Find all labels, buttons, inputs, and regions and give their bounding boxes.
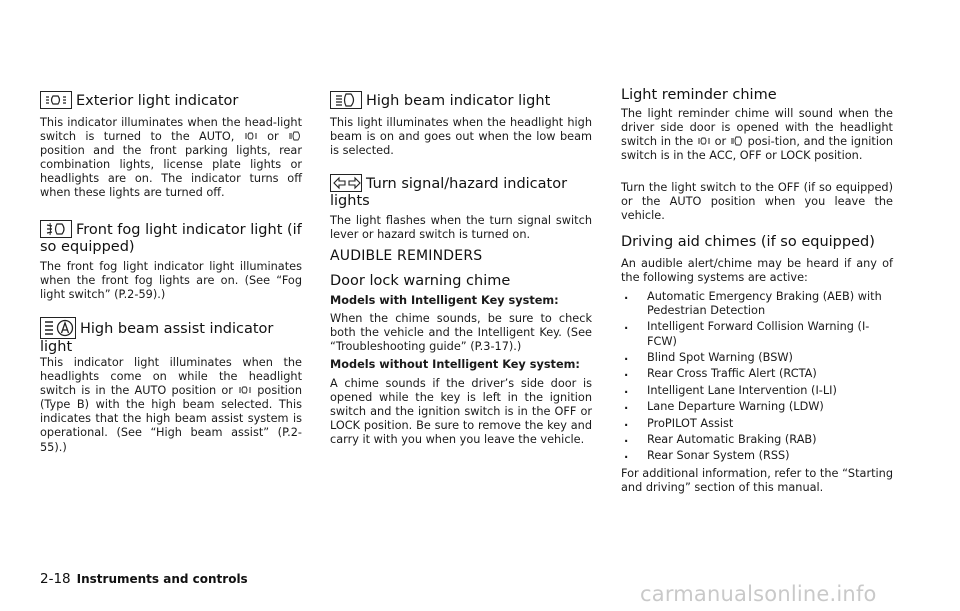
- front-fog-heading: Front fog light indicator light (if so equipped): [40, 222, 302, 255]
- exterior-light-text: This indicator illuminates when the head-light switch is turned to the AUTO, or position and the front parking lights, rear combination lights, license plate lights or headlights are on. The indicator turns off when these lights are turned off.: [40, 116, 302, 200]
- driving-aid-outro: For additional information, refer to the “Starting and driving” section of this manual.: [621, 467, 893, 495]
- turn-signal-heading: Turn signal/hazard indicator lights: [330, 176, 568, 209]
- list-item: . Rear Automatic Braking (RAB): [621, 433, 893, 447]
- watermark: carmanualsonline.info: [640, 582, 877, 606]
- list-item: . ProPILOT Assist: [621, 417, 893, 431]
- light-reminder-heading: Light reminder chime: [621, 87, 777, 103]
- high-beam-assist-icon: [40, 317, 76, 339]
- door-lock-heading: Door lock warning chime: [330, 273, 511, 289]
- parking-light-inline-icon: [730, 136, 744, 146]
- turn-signal-icon: [330, 174, 362, 192]
- list-item: . Intelligent Forward Collision Warning (I-FCW): [621, 320, 893, 348]
- door-lock-text-noikey: A chime sounds if the driver’s side door is opened while the key is left in the ignition switch and the ignition switch is in the OFF or LOCK position. Be sure to remove the key and carry it with you when you leave the vehicle.: [330, 377, 592, 447]
- list-item: . Intelligent Lane Intervention (I-LI): [621, 384, 893, 398]
- high-beam-heading: High beam indicator light: [330, 91, 592, 110]
- page-number: 2-18: [40, 571, 71, 587]
- turn-signal-text: The light flashes when the turn signal switch lever or hazard switch is turned on.: [330, 214, 592, 242]
- high-beam-text: This light illuminates when the headlight high beam is on and goes out when the low beam is selected.: [330, 116, 592, 158]
- driving-aid-intro: An audible alert/chime may be heard if any of the following systems are active:: [621, 257, 893, 285]
- page-footer: [40, 571, 248, 588]
- list-item: . Blind Spot Warning (BSW): [621, 351, 893, 365]
- door-lock-text-ikey: When the chime sounds, be sure to check both the vehicle and the Intelligent Key. (See “Troubleshooting guide” (P.3-17).): [330, 312, 592, 354]
- exterior-light-inline-icon: [244, 131, 258, 141]
- door-lock-subheading-noikey: Models without Intelligent Key system:: [330, 358, 580, 371]
- list-item: . Rear Cross Traffic Alert (RCTA): [621, 367, 893, 381]
- list-item: . Rear Sonar System (RSS): [621, 449, 893, 463]
- door-lock-subheading-ikey: Models with Intelligent Key system:: [330, 294, 559, 307]
- driving-aid-heading: Driving aid chimes (if so equipped): [621, 234, 875, 250]
- list-item: . Automatic Emergency Braking (AEB) with Pedestrian Detection: [621, 290, 893, 318]
- parking-light-inline-icon: [288, 131, 302, 141]
- exterior-light-inline-icon: [697, 136, 711, 146]
- exterior-light-icon: [40, 91, 72, 109]
- exterior-light-inline-icon: [238, 385, 252, 395]
- light-reminder-text-2: Turn the light switch to the OFF (if so equipped) or the AUTO position when you leave the vehicle.: [621, 181, 893, 223]
- light-reminder-text-1: The light reminder chime will sound when the driver side door is opened with the headlight switch in the or posi-tion, and the ignition switch is in the ACC, OFF or LOCK position.: [621, 107, 894, 163]
- section-title: Instruments and controls: [76, 572, 248, 586]
- high-beam-icon: [330, 91, 362, 109]
- front-fog-light-icon: [40, 220, 72, 238]
- front-fog-text: The front fog light indicator light illuminates when the front fog lights are on. (See “Fog light switch” (P.2-59).): [40, 260, 302, 302]
- audible-reminders-heading: AUDIBLE REMINDERS: [330, 248, 483, 264]
- list-item: . Lane Departure Warning (LDW): [621, 400, 893, 414]
- driving-aid-list: [621, 290, 893, 466]
- high-beam-assist-heading: High beam assist indicator light: [40, 317, 302, 356]
- high-beam-assist-text: This indicator light illuminates when the headlights come on while the headlight switch is in the AUTO position or position (Type B) with the high beam selected. This indicates that the high beam assist system is operational. (See “High beam assist” (P.2-55).): [40, 356, 302, 454]
- exterior-light-heading: Exterior light indicator: [40, 91, 302, 110]
